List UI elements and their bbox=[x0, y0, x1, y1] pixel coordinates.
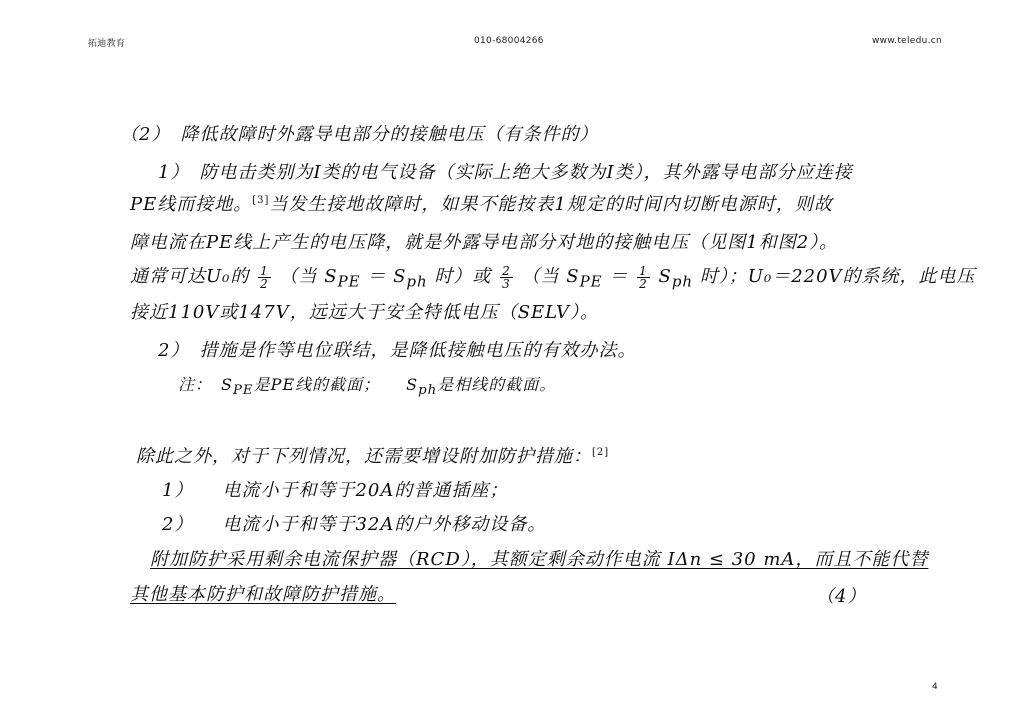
text: （当 S bbox=[521, 266, 580, 287]
rcd-line-2: 其他基本防护和故障防护措施。 bbox=[130, 584, 396, 605]
subscript: PE bbox=[232, 383, 254, 399]
text: 通常可达U₀的 bbox=[130, 266, 250, 287]
fraction-half bbox=[258, 265, 271, 290]
paragraph-1-line-3: 障电流在PE线上产生的电压降，就是外露导电部分对地的接触电压（见图1和图2）。 bbox=[130, 232, 839, 253]
subscript: PE bbox=[337, 272, 361, 291]
paragraph-1-line-1 bbox=[158, 158, 853, 184]
note-line bbox=[178, 372, 556, 398]
extra-intro bbox=[136, 442, 609, 468]
fraction-denominator: 2 bbox=[639, 276, 648, 291]
paragraph-2: 2） 措施是作等电位联结，是降低接触电压的有效办法。 bbox=[158, 340, 637, 361]
text: 时）；U₀＝220V的系统，此电压 bbox=[699, 266, 976, 287]
header-website: www.teledu.cn bbox=[872, 36, 943, 46]
text: 除此之外，对于下列情况，还需要增设附加防护措施： bbox=[136, 446, 592, 467]
fraction-numerator: 1 bbox=[260, 263, 269, 278]
subscript: PE bbox=[579, 272, 603, 291]
equation-number: （4） bbox=[816, 586, 867, 607]
extra-item-1: 1） 电流小于和等于20A的普通插座； bbox=[162, 480, 509, 501]
subscript: ph bbox=[406, 272, 428, 291]
subscript: ph bbox=[671, 272, 694, 291]
text: ＝ S bbox=[367, 266, 407, 287]
page-number: 4 bbox=[932, 682, 938, 692]
fraction-numerator: 1 bbox=[639, 263, 648, 278]
text: PE线而接地。 bbox=[130, 194, 253, 215]
footnote-ref: [2] bbox=[592, 447, 610, 458]
extra-item-2: 2） 电流小于和等于32A的户外移动设备。 bbox=[162, 514, 547, 535]
text: 是PE线的截面； S bbox=[253, 375, 419, 394]
fraction-numerator: 2 bbox=[502, 263, 511, 278]
header-phone: 010-68004266 bbox=[474, 36, 544, 46]
text: （当 S bbox=[279, 266, 338, 287]
text: S bbox=[658, 266, 672, 287]
fraction-half-2 bbox=[637, 265, 650, 290]
text: 是相线的截面。 bbox=[437, 375, 557, 394]
subscript: ph bbox=[418, 383, 438, 399]
text: ＝ bbox=[609, 266, 629, 287]
footnote-ref: [3] bbox=[252, 195, 270, 206]
text: 注： S bbox=[178, 375, 233, 394]
rcd-line-1: 附加防护采用剩余电流保护器（RCD），其额定剩余动作电流 IΔn ≤ 30 mA，而且不能代替 bbox=[150, 549, 929, 570]
section-heading: （2） 降低故障时外露导电部分的接触电压（有条件的） bbox=[120, 124, 599, 145]
text: 时）或 bbox=[434, 266, 492, 287]
fraction-denominator: 3 bbox=[502, 276, 511, 291]
text: 1） 防电击类别为Ⅰ类的电气设备（实际上绝大多数为Ⅰ类），其外露导电部分应连接 bbox=[158, 162, 853, 183]
header-company: 拓迪教育 bbox=[88, 39, 126, 49]
paragraph-1-line-5: 接近110V或147V，远远大于安全特低电压（SELV）。 bbox=[130, 302, 599, 323]
fraction-denominator: 2 bbox=[260, 276, 269, 291]
paragraph-1-line-4 bbox=[130, 262, 976, 291]
paragraph-1-line-2 bbox=[130, 190, 833, 216]
fraction-two-thirds bbox=[500, 265, 513, 290]
text: 当发生接地故障时，如果不能按表1规定的时间内切断电源时，则故 bbox=[269, 194, 833, 215]
